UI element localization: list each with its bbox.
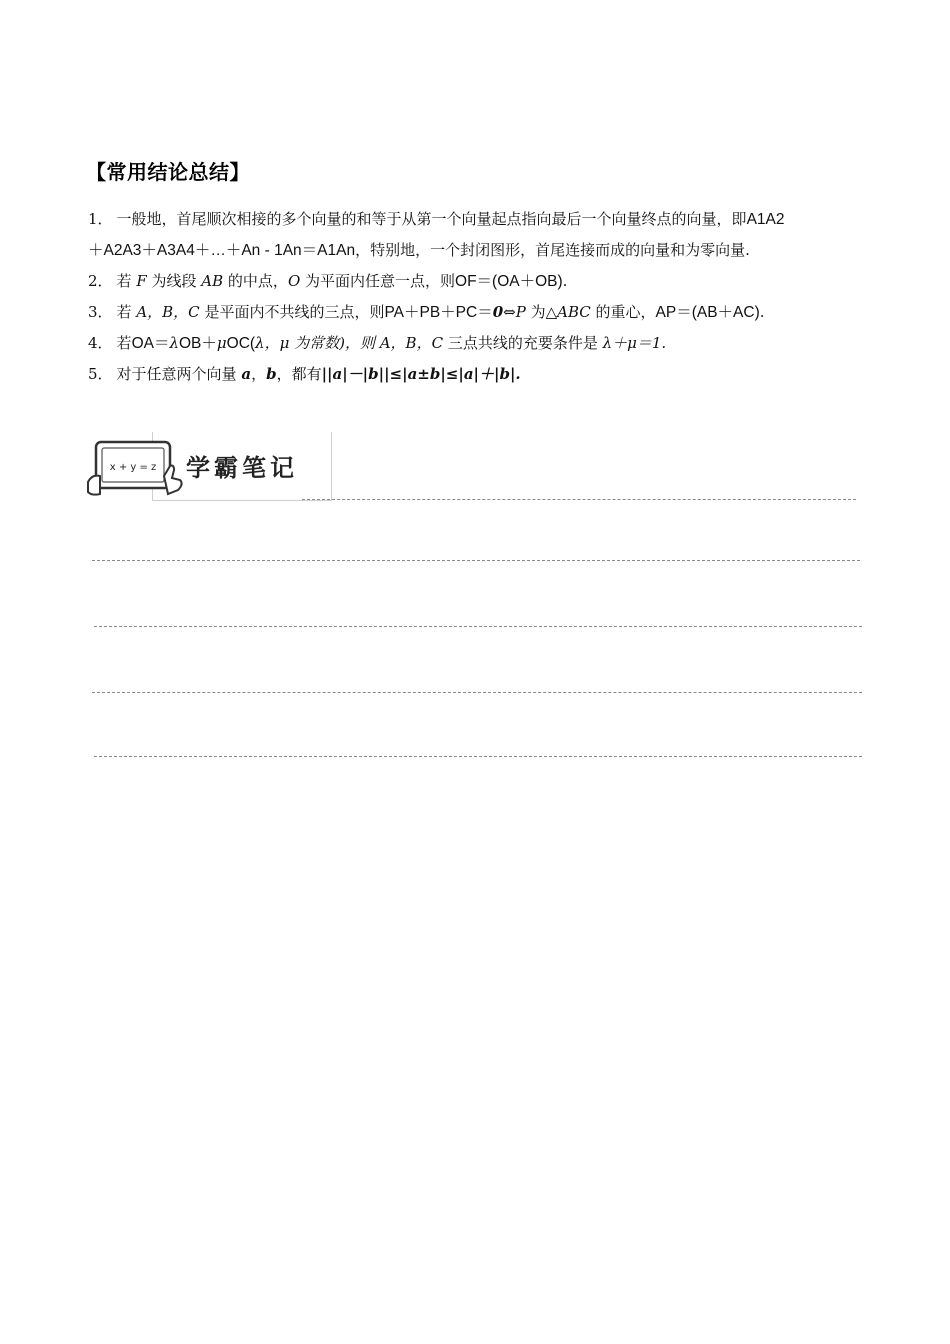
list-item: 3． 若 A，B，C 是平面内不共线的三点，则PA＋PB＋PC＝0⇔P 为△ABC 的重心，AP＝(AB＋AC). — [88, 303, 765, 321]
note-line-4 — [92, 692, 862, 693]
section-heading: 【常用结论总结】 — [86, 160, 250, 184]
note-line-5 — [94, 756, 862, 757]
notes-title: 学霸笔记 — [186, 454, 298, 482]
list-item: 4． 若OA＝λOB＋μOC(λ，μ 为常数)，则 A，B，C 三点共线的充要条件是 λ＋μ＝1. — [88, 334, 667, 352]
tablet-equation-text: x + y = z — [109, 462, 157, 473]
list-item: 2． 若 F 为线段 AB 的中点，O 为平面内任意一点，则OF＝(OA＋OB). — [88, 272, 568, 290]
note-line-1 — [302, 499, 856, 500]
notes-badge — [86, 430, 336, 504]
note-line-2 — [92, 560, 860, 561]
conclusion-list — [88, 204, 868, 390]
hand-holding-tablet-icon — [86, 436, 186, 502]
list-item: 1． 一般地，首尾顺次相接的多个向量的和等于从第一个向量起点指向最后一个向量终点的向量，即A1A2 — [88, 210, 785, 228]
note-line-3 — [94, 626, 862, 627]
list-item-continuation: ＋A2A3＋A3A4＋…＋An - 1An＝A1An，特别地，一个封闭图形，首尾连接而成的向量和为零向量. — [88, 241, 750, 259]
list-item: 5． 对于任意两个向量 a，b，都有||a|－|b||≤|a±b|≤|a|＋|b|. — [88, 365, 521, 383]
